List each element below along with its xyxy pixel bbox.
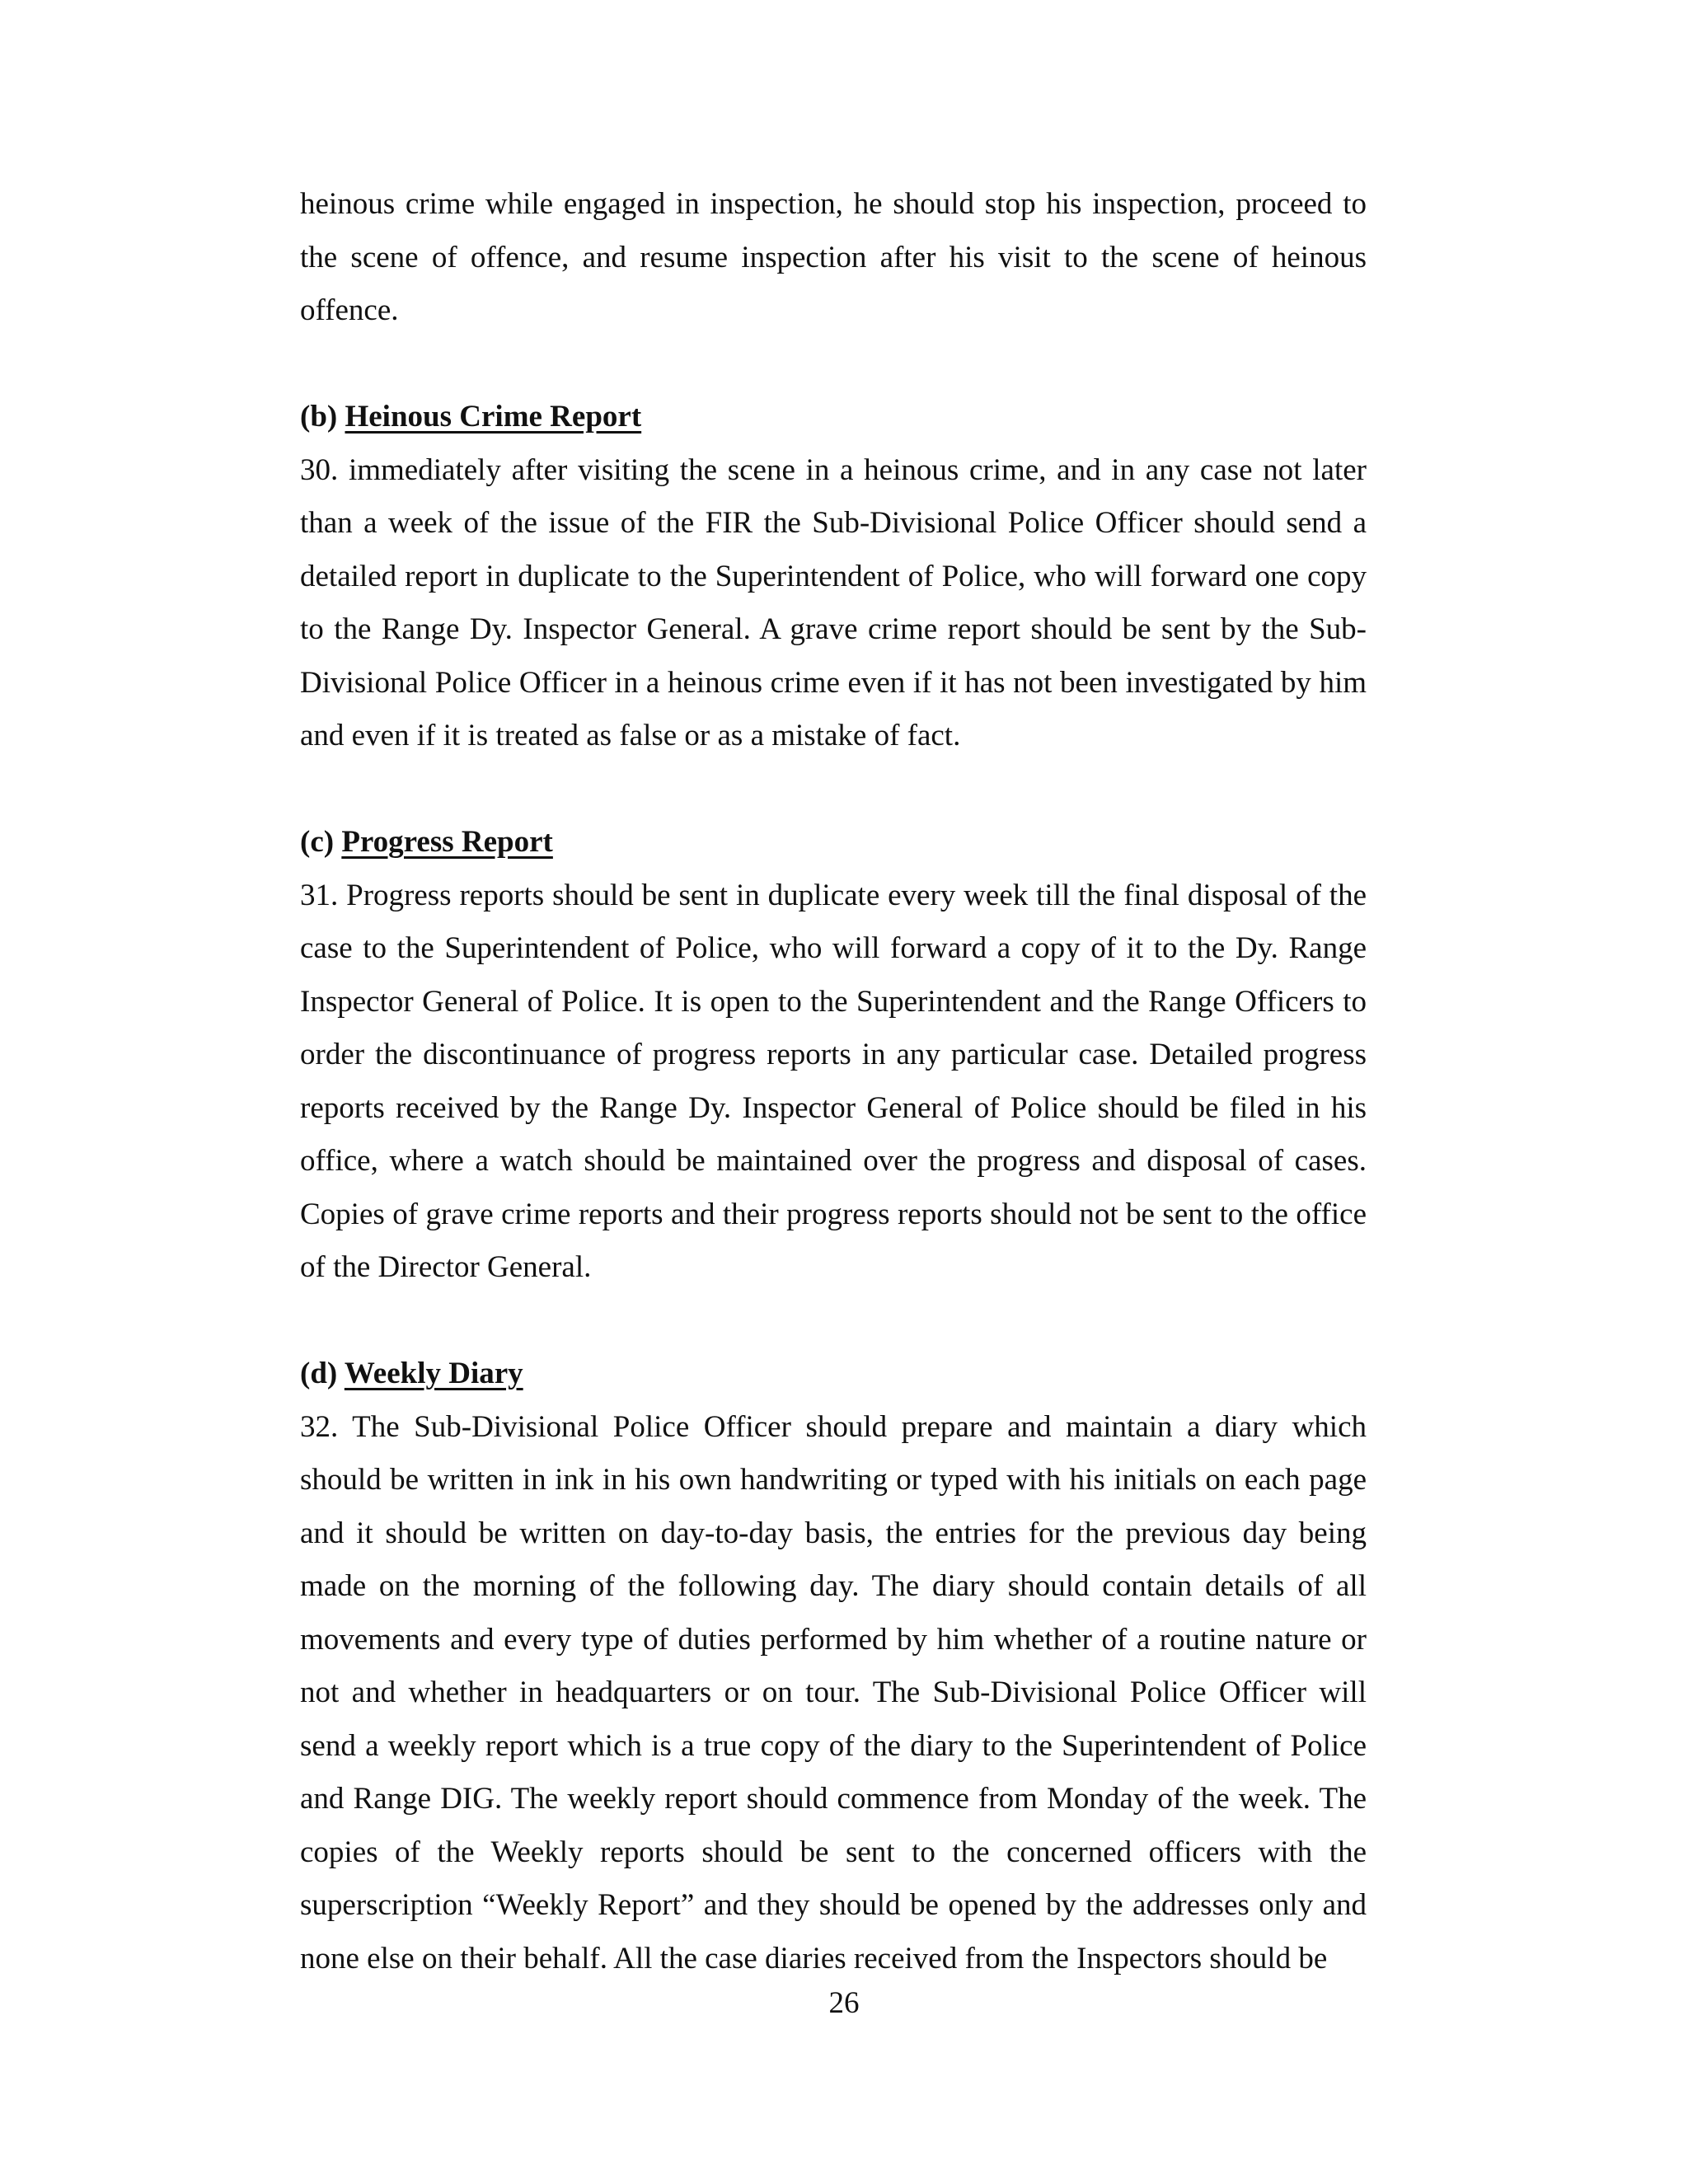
intro-paragraph: heinous crime while engaged in inspection, he should stop his inspection, proceed to the scene of offence, and resume inspection after his visit to the scene of heinous offence.	[300, 187, 1367, 327]
section-weekly-diary	[300, 1347, 1367, 1985]
section-heading	[300, 391, 1367, 444]
section-progress-report	[300, 816, 1367, 1295]
section-heading	[300, 1347, 1367, 1401]
section-title: Heinous Crime Report	[345, 400, 642, 434]
section-heinous-crime-report	[300, 391, 1367, 763]
section-marker: (d)	[300, 1357, 338, 1390]
document-body	[300, 178, 1367, 1985]
section-marker: (b)	[300, 400, 338, 434]
section-body: 30. immediately after visiting the scene in a heinous crime, and in any case not later than a week of the issue of the FIR the Sub-Divisional Police Officer should send a detailed report in duplicate to the Superintendent of Police, who will forward one copy to the Range Dy. Inspector General. A grave crime report should be sent by the Sub-Divisional Police Officer in a heinous crime even if it has not been investigated by him and even if it is treated as false or as a mistake of fact.	[300, 452, 1367, 752]
section-title: Progress Report	[341, 825, 553, 859]
section-marker: (c)	[300, 825, 335, 859]
section-body: 32. The Sub-Divisional Police Officer should prepare and maintain a diary which should be written in ink in his own handwriting or typed with his initials on each page and it should be written on day-to-day basis, the entries for the previous day being made on the morning of the following day. The diary should contain details of all movements and every type of duties performed by him whether of a routine nature or not and whether in headquarters or on tour. The Sub-Divisional Police Officer will send a weekly report which is a true copy of the diary to the Superintendent of Police and Range DIG. The weekly report should commence from Monday of the week. The copies of the Weekly reports should be sent to the concerned officers with the superscription “Weekly Report” and they should be opened by the addresses only and none else on their behalf. All the case diaries received from the Inspectors should be	[300, 1409, 1367, 1975]
section-heading	[300, 816, 1367, 869]
section-title: Weekly Diary	[344, 1357, 523, 1390]
section-body: 31. Progress reports should be sent in duplicate every week till the final disposal of the case to the Superintendent of Police, who will forward a copy of it to the Dy. Range Inspector General of Police. It is open to the Superintendent and the Range Officers to order the discontinuance of progress reports in any particular case. Detailed progress reports received by the Range Dy. Inspector General of Police should be filed in his office, where a watch should be maintained over the progress and disposal of cases. Copies of grave crime reports and their progress reports should not be sent to the office of the Director General.	[300, 878, 1367, 1284]
page-number: 26	[828, 1986, 860, 2020]
